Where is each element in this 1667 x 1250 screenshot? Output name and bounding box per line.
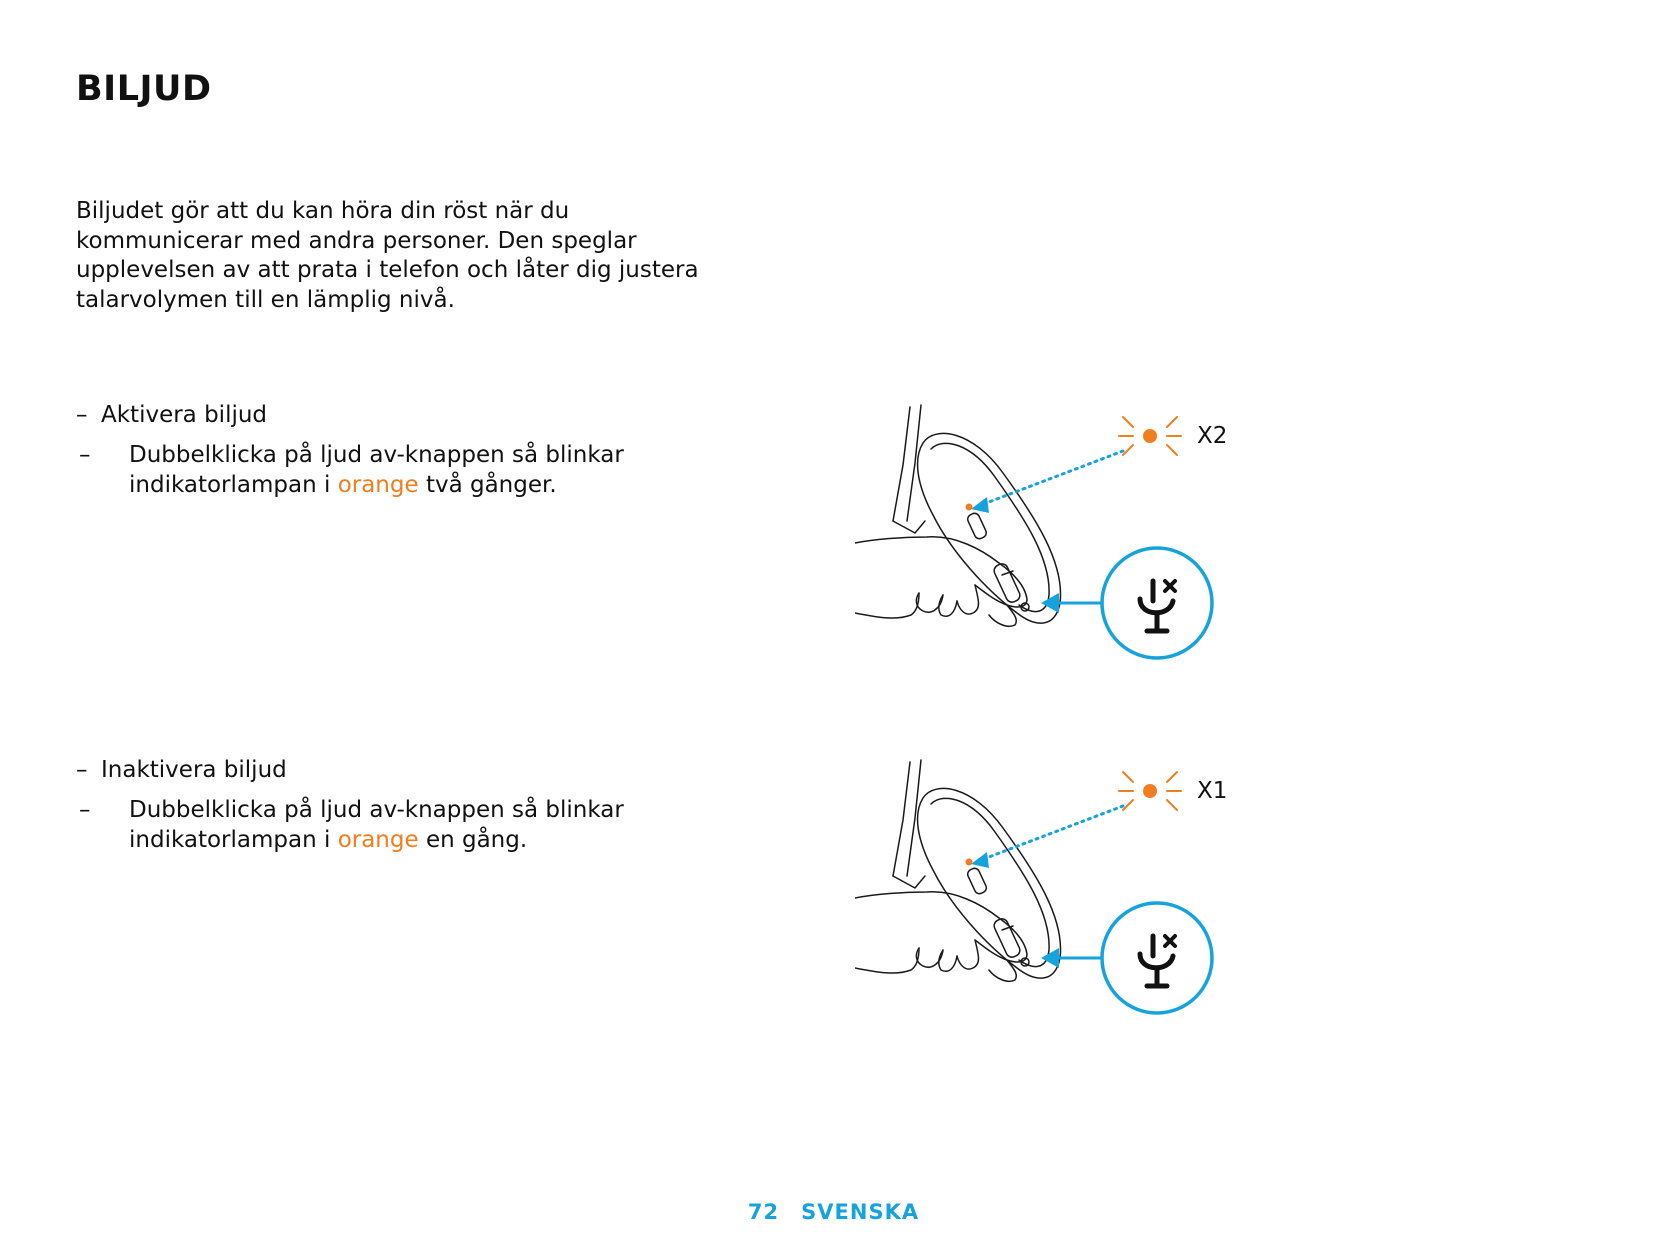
- bullet-dash: –: [79, 442, 91, 468]
- section-heading-text: Aktivera biljud: [101, 402, 268, 428]
- bullet-dash: –: [76, 402, 88, 428]
- intro-paragraph: Biljudet gör att du kan höra din röst när du kommunicerar med andra personer. Den speglar upplevelsen av att prata i telefon och låter dig justera talarvolymen till en lämplig nivå.: [76, 198, 699, 313]
- page-footer: [0, 1200, 1667, 1224]
- highlight-orange: orange: [337, 471, 419, 498]
- blink-count-label: X1: [1197, 778, 1228, 804]
- headset-illustration-enable: [855, 403, 1245, 663]
- page-number: 72: [747, 1200, 780, 1224]
- section-heading-enable: [76, 401, 267, 431]
- section-heading-text: Inaktivera biljud: [101, 757, 287, 783]
- step-text-after: en gång.: [418, 826, 528, 853]
- step-text-before: Dubbelklicka på ljud av-knappen så blinkar indikatorlampan i: [129, 442, 624, 498]
- indicator-light-icon: [966, 859, 973, 866]
- headset-illustration-disable: [855, 758, 1245, 1018]
- page-title: BILJUD: [76, 69, 212, 109]
- step-text-before: Dubbelklicka på ljud av-knappen så blinkar indikatorlampan i: [129, 797, 624, 853]
- indicator-light-icon: [966, 504, 973, 511]
- bullet-dash: –: [76, 757, 88, 783]
- step-enable: [79, 441, 689, 500]
- bullet-dash: –: [79, 797, 91, 823]
- section-heading-disable: [76, 756, 287, 786]
- footer-language: SVENSKA: [801, 1200, 920, 1224]
- headset-illustration: [855, 403, 1245, 663]
- headset-illustration: [855, 758, 1245, 1018]
- step-text-after: två gånger.: [418, 471, 557, 498]
- blink-count-label: X2: [1197, 423, 1228, 449]
- highlight-orange: orange: [337, 826, 419, 853]
- step-disable: [79, 796, 689, 855]
